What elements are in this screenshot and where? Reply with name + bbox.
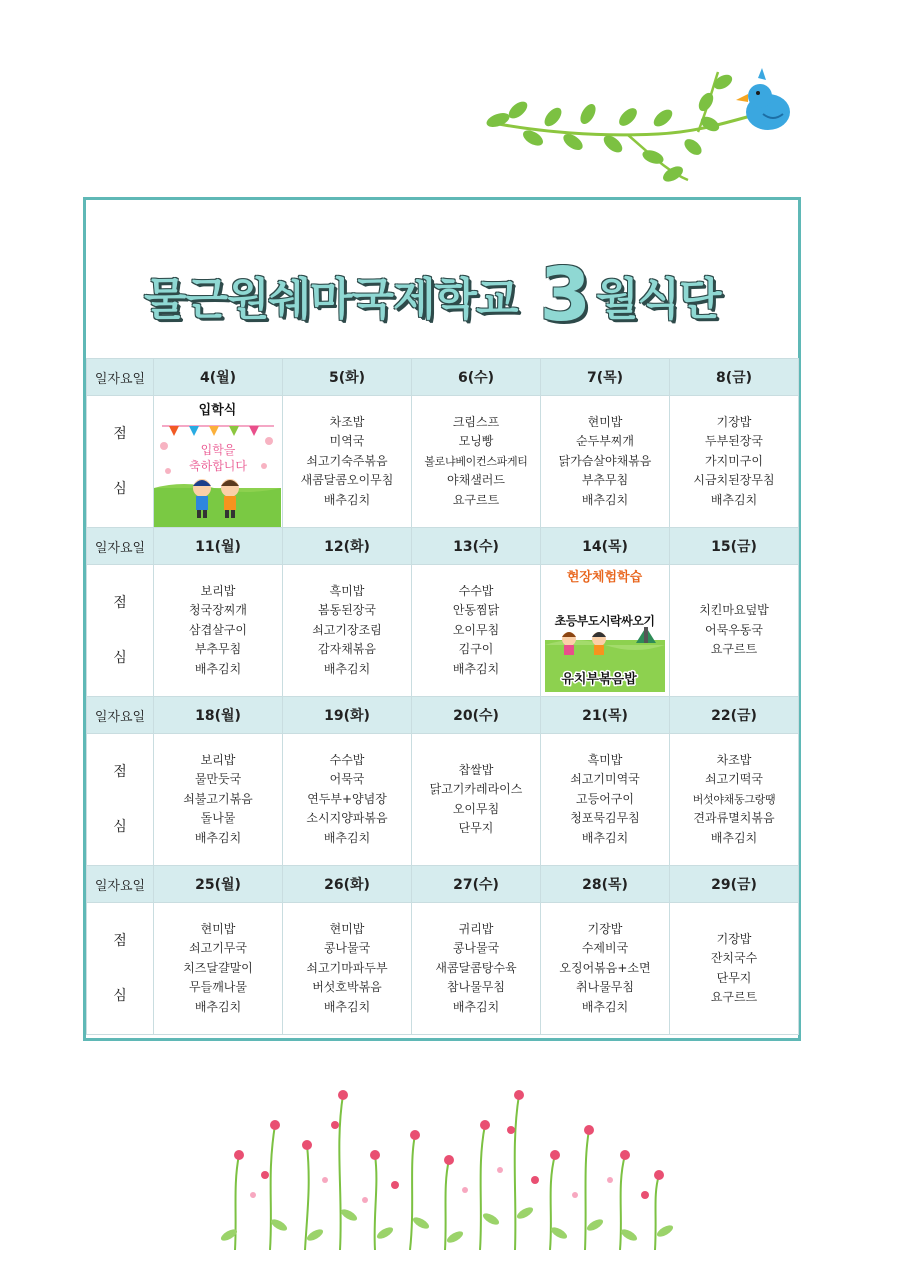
special-label: 입학식 [198,403,237,418]
meal-label: 점 심 [87,565,154,697]
title-school: 물근원쉐마국제학교 [144,274,518,325]
week-meal-row [87,734,799,866]
meal-cell: 귀리밥 콩나물국 새콤달콤탕수육 참나물무침 배추김치 [412,903,541,1035]
title-suffix: 월식단 [596,274,721,325]
meal-cell: 기장밥 수제비국 오징어볶음+소면 취나물무침 배추김치 [541,903,670,1035]
field-trip-illustration [541,565,668,696]
meal-label: 점 심 [87,903,154,1035]
menu-table [86,358,799,1035]
meal-cell: 찹쌀밥 닭고기카레라이스 오이무침 단무지 [412,734,541,866]
meal-cell: 현미밥 쇠고기무국 치즈달걀말이 무들깨나물 배추김치 [154,903,283,1035]
special-label: 현장체험학습 [566,570,643,585]
meal-cell: 크림스프 모닝빵 볼로냐베이컨스파게티 야채샐러드 요구르트 [412,396,541,528]
entrance-ceremony-illustration [154,396,281,527]
day-header: 21(목) [541,697,670,734]
svg-text:입학을: 입학을 [200,443,236,457]
day-header: 22(금) [670,697,799,734]
meal-cell: 차조밥 쇠고기떡국 버섯야채동그랑땡 견과류멸치볶음 배추김치 [670,734,799,866]
day-header: 11(월) [154,528,283,565]
day-header: 19(화) [283,697,412,734]
entrance-ceremony-cell [154,396,283,528]
flower-border-icon [215,1085,695,1250]
day-header: 13(수) [412,528,541,565]
meal-cell: 흑미밥 봄동된장국 쇠고기장조림 감자채볶음 배추김치 [283,565,412,697]
day-header: 25(월) [154,866,283,903]
day-header: 26(화) [283,866,412,903]
day-header: 28(목) [541,866,670,903]
child-icon [562,632,576,655]
field-trip-cell [541,565,670,697]
meal-cell: 차조밥 미역국 쇠고기숙주볶음 새콤달콤오이무침 배추김치 [283,396,412,528]
day-header: 8(금) [670,359,799,396]
day-header: 27(수) [412,866,541,903]
day-header: 7(목) [541,359,670,396]
meal-cell: 수수밥 어묵국 연두부+양념장 소시지양파볶음 배추김치 [283,734,412,866]
day-header: 5(화) [283,359,412,396]
meal-cell: 기장밥 잔치국수 단무지 요구르트 [670,903,799,1035]
row-label: 일자요일 [87,866,154,903]
svg-text:유치부볶음밥: 유치부볶음밥 [561,672,637,687]
meal-cell: 수수밥 안동찜닭 오이무침 김구이 배추김치 [412,565,541,697]
week-header-row [87,697,799,734]
meal-cell: 기장밥 두부된장국 가지미구이 시금치된장무침 배추김치 [670,396,799,528]
meal-cell: 흑미밥 쇠고기미역국 고등어구이 청포묵김무침 배추김치 [541,734,670,866]
svg-text:축하합니다: 축하합니다 [189,459,247,473]
week-meal-row [87,396,799,528]
meal-cell: 보리밥 청국장찌개 삼겹살구이 부추무침 배추김치 [154,565,283,697]
day-header: 29(금) [670,866,799,903]
day-header: 15(금) [670,528,799,565]
bird-icon [736,68,790,130]
day-header: 18(월) [154,697,283,734]
title-month: 3 [539,252,591,338]
row-label: 일자요일 [87,359,154,396]
week-header-row [87,528,799,565]
day-header: 6(수) [412,359,541,396]
meal-cell: 현미밥 순두부찌개 닭가슴살야채볶음 부추무침 배추김치 [541,396,670,528]
child-icon [592,632,606,655]
row-label: 일자요일 [87,697,154,734]
meal-label: 점 심 [87,734,154,866]
meal-cell: 보리밥 물만둣국 쇠불고기볶음 돌나물 배추김치 [154,734,283,866]
week-header-row [87,359,799,396]
branch-with-bird-icon [478,62,798,192]
week-meal-row [87,565,799,697]
day-header: 12(화) [283,528,412,565]
svg-text:초등부도시락싸오기: 초등부도시락싸오기 [554,614,655,628]
meal-label: 점 심 [87,396,154,528]
week-header-row [87,866,799,903]
page-title [144,252,744,338]
title-area [86,200,798,358]
meal-cell: 치킨마요덮밥 어묵우동국 요구르트 [670,565,799,697]
meal-cell: 현미밥 콩나물국 쇠고기마파두부 버섯호박볶음 배추김치 [283,903,412,1035]
week-meal-row [87,903,799,1035]
row-label: 일자요일 [87,528,154,565]
menu-frame [83,197,801,1041]
day-header: 14(목) [541,528,670,565]
day-header: 20(수) [412,697,541,734]
day-header: 4(월) [154,359,283,396]
